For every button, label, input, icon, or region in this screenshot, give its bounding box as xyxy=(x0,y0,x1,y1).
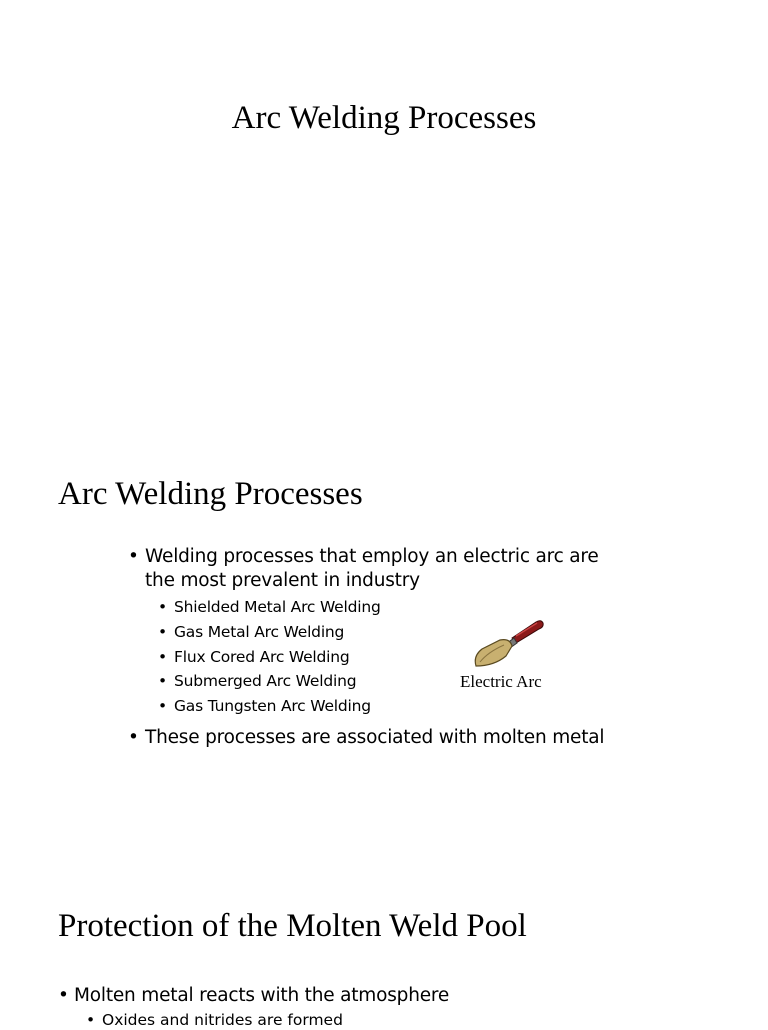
slide2-sub-item-text: Gas Metal Arc Welding xyxy=(174,623,345,641)
slide2-sub-item-text: Gas Tungsten Arc Welding xyxy=(174,697,371,715)
bullet-glyph: • xyxy=(86,1011,96,1029)
slide3-title: Protection of the Molten Weld Pool xyxy=(58,908,527,944)
bullet-glyph: • xyxy=(158,672,167,690)
bullet-glyph: • xyxy=(158,598,167,616)
slide2-bullet-2 xyxy=(128,726,608,750)
bullet-glyph: • xyxy=(158,648,167,666)
slide2-sub-item xyxy=(158,647,350,667)
slide3-sub-item xyxy=(86,1010,343,1030)
slide2-sub-item-text: Shielded Metal Arc Welding xyxy=(174,598,381,616)
slide2-sub-item xyxy=(158,597,381,617)
bullet-glyph: • xyxy=(128,546,139,567)
slide3-bullet-1 xyxy=(58,984,449,1008)
slide2-sub-item-text: Flux Cored Arc Welding xyxy=(174,648,350,666)
bullet-glyph: • xyxy=(158,623,167,641)
slide2-bullet-1 xyxy=(128,545,608,593)
bullet-glyph: • xyxy=(128,727,139,748)
bullet-glyph: • xyxy=(158,697,167,715)
slide2-title: Arc Welding Processes xyxy=(58,476,363,512)
slide3-sub-item-text: Oxides and nitrides are formed xyxy=(102,1011,343,1029)
slide2-sub-item xyxy=(158,696,371,716)
image-caption: Electric Arc xyxy=(460,672,542,691)
slide1-title: Arc Welding Processes xyxy=(231,100,537,136)
slide2-sub-item xyxy=(158,671,356,691)
slide2-bullet-1-text: Welding processes that employ an electric arc are the most prevalent in industry xyxy=(145,546,599,591)
slide2-sub-item-text: Submerged Arc Welding xyxy=(174,672,357,690)
slide3-bullet-1-text: Molten metal reacts with the atmosphere xyxy=(74,985,450,1006)
slide2-sub-item xyxy=(158,622,344,642)
bullet-glyph: • xyxy=(58,985,69,1006)
welding-trowel-icon xyxy=(470,616,546,677)
slide2-bullet-2-text: These processes are associated with molten metal xyxy=(145,727,605,748)
